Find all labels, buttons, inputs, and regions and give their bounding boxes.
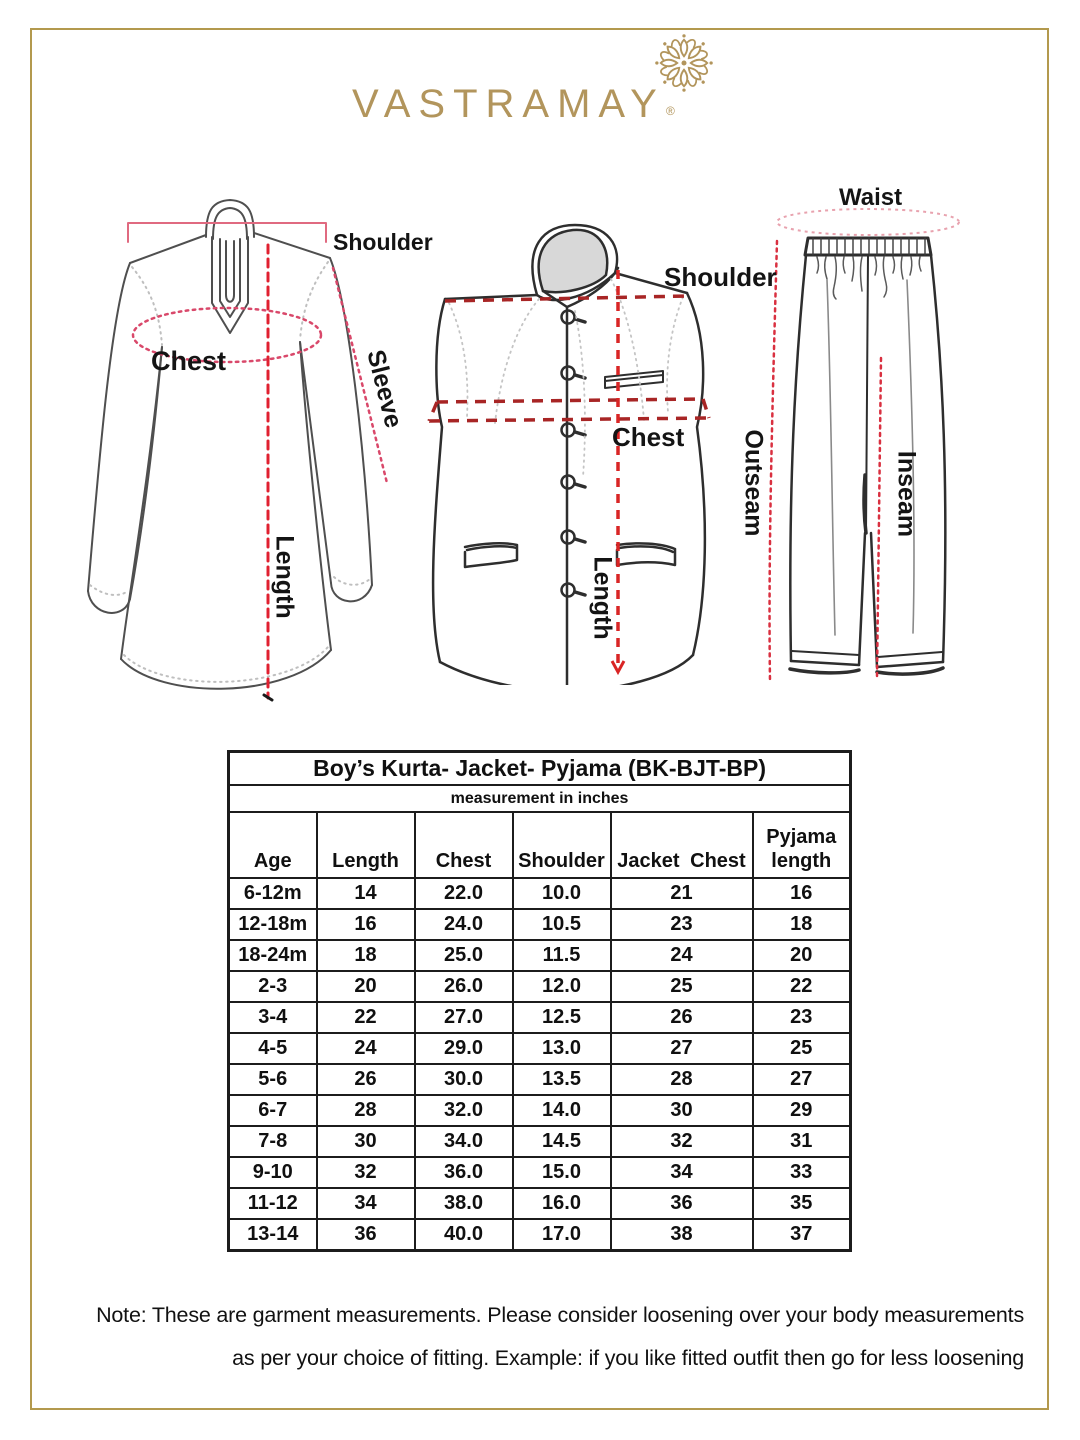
table-cell: 11-12: [229, 1188, 317, 1219]
table-cell: 32: [317, 1157, 415, 1188]
table-cell: 13.0: [513, 1033, 611, 1064]
table-cell: 5-6: [229, 1064, 317, 1095]
mandala-logo-icon: [652, 32, 716, 94]
table-cell: 6-12m: [229, 878, 317, 909]
table-cell: 35: [753, 1188, 851, 1219]
table-cell: 27: [753, 1064, 851, 1095]
table-cell: 23: [753, 1002, 851, 1033]
table-cell: 23: [611, 909, 753, 940]
table-subtitle: measurement in inches: [229, 785, 851, 812]
table-cell: 32.0: [415, 1095, 513, 1126]
kurta-sleeve-label: Sleeve: [361, 347, 408, 431]
table-cell: 22.0: [415, 878, 513, 909]
table-cell: 24: [611, 940, 753, 971]
table-cell: 29.0: [415, 1033, 513, 1064]
column-header: Jacket Chest: [611, 812, 753, 878]
table-cell: 13.5: [513, 1064, 611, 1095]
table-cell: 13-14: [229, 1219, 317, 1251]
table-cell: 20: [317, 971, 415, 1002]
table-cell: 22: [317, 1002, 415, 1033]
table-cell: 32: [611, 1126, 753, 1157]
kurta-length-label: Length: [270, 535, 299, 619]
table-row: [229, 1095, 851, 1126]
kurta-diagram: [60, 185, 430, 745]
table-cell: 36: [611, 1188, 753, 1219]
kurta-shoulder-label: Shoulder: [333, 229, 433, 255]
column-header: Pyjama length: [753, 812, 851, 878]
table-row: [229, 1188, 851, 1219]
table-cell: 28: [611, 1064, 753, 1095]
table-row: [229, 1002, 851, 1033]
column-header: Chest: [415, 812, 513, 878]
table-cell: 16.0: [513, 1188, 611, 1219]
table-cell: 25.0: [415, 940, 513, 971]
table-cell: 27.0: [415, 1002, 513, 1033]
table-cell: 18-24m: [229, 940, 317, 971]
kurta-chest-label: Chest: [151, 346, 227, 376]
table-cell: 36: [317, 1219, 415, 1251]
table-row: [229, 1219, 851, 1251]
table-cell: 34: [317, 1188, 415, 1219]
table-cell: 25: [753, 1033, 851, 1064]
table-cell: 22: [753, 971, 851, 1002]
column-header: Shoulder: [513, 812, 611, 878]
table-cell: 31: [753, 1126, 851, 1157]
pyjama-outseam-label: Outseam: [739, 429, 768, 537]
column-header: Length: [317, 812, 415, 878]
note-line-1: Note: These are garment measurements. Please consider loosening over your body measurements: [96, 1303, 1024, 1327]
table-cell: 27: [611, 1033, 753, 1064]
table-cell: 18: [753, 909, 851, 940]
table-cell: 26.0: [415, 971, 513, 1002]
registered-trademark-symbol: ®: [666, 104, 675, 118]
table-cell: 6-7: [229, 1095, 317, 1126]
table-cell: 34: [611, 1157, 753, 1188]
table-cell: 11.5: [513, 940, 611, 971]
table-cell: 14.0: [513, 1095, 611, 1126]
table-cell: 30: [611, 1095, 753, 1126]
jacket-shoulder-label: Shoulder: [664, 262, 777, 292]
table-title: Boy’s Kurta- Jacket- Pyjama (BK-BJT-BP): [229, 752, 851, 786]
table-row: [229, 878, 851, 909]
table-cell: 10.5: [513, 909, 611, 940]
size-table: [227, 750, 852, 1252]
table-cell: 40.0: [415, 1219, 513, 1251]
table-cell: 21: [611, 878, 753, 909]
column-header: Age: [229, 812, 317, 878]
table-subtitle-row: [229, 785, 851, 812]
size-table-body: [229, 878, 851, 1251]
table-row: [229, 1126, 851, 1157]
table-cell: 16: [317, 909, 415, 940]
table-cell: 24.0: [415, 909, 513, 940]
jacket-length-label: Length: [588, 556, 617, 640]
table-row: [229, 1064, 851, 1095]
table-row: [229, 971, 851, 1002]
table-cell: 12.5: [513, 1002, 611, 1033]
table-cell: 9-10: [229, 1157, 317, 1188]
pyjama-diagram: [735, 185, 1025, 715]
measurement-note: [50, 1294, 1024, 1380]
table-cell: 29: [753, 1095, 851, 1126]
note-line-2: as per your choice of fitting. Example: if you like fitted outfit then go for less loosening: [232, 1346, 1024, 1370]
table-cell: 20: [753, 940, 851, 971]
table-row: [229, 909, 851, 940]
table-cell: 28: [317, 1095, 415, 1126]
table-cell: 36.0: [415, 1157, 513, 1188]
table-title-row: [229, 752, 851, 786]
table-cell: 33: [753, 1157, 851, 1188]
table-cell: 24: [317, 1033, 415, 1064]
table-cell: 2-3: [229, 971, 317, 1002]
size-table-header-row: [229, 812, 851, 878]
table-row: [229, 1033, 851, 1064]
table-cell: 14: [317, 878, 415, 909]
table-cell: 12.0: [513, 971, 611, 1002]
table-cell: 14.5: [513, 1126, 611, 1157]
table-row: [229, 1157, 851, 1188]
table-cell: 16: [753, 878, 851, 909]
table-cell: 38.0: [415, 1188, 513, 1219]
table-cell: 3-4: [229, 1002, 317, 1033]
table-cell: 17.0: [513, 1219, 611, 1251]
jacket-chest-label: Chest: [612, 422, 685, 452]
table-cell: 25: [611, 971, 753, 1002]
pyjama-waist-label: Waist: [839, 184, 903, 211]
pyjama-inseam-label: Inseam: [892, 450, 921, 538]
table-row: [229, 940, 851, 971]
table-cell: 26: [611, 1002, 753, 1033]
table-cell: 18: [317, 940, 415, 971]
table-cell: 26: [317, 1064, 415, 1095]
brand-logo-text: VASTRAMAY: [352, 82, 665, 126]
table-cell: 30.0: [415, 1064, 513, 1095]
table-cell: 34.0: [415, 1126, 513, 1157]
table-cell: 10.0: [513, 878, 611, 909]
table-cell: 30: [317, 1126, 415, 1157]
table-cell: 12-18m: [229, 909, 317, 940]
table-cell: 4-5: [229, 1033, 317, 1064]
table-cell: 7-8: [229, 1126, 317, 1157]
table-cell: 15.0: [513, 1157, 611, 1188]
table-cell: 38: [611, 1219, 753, 1251]
table-cell: 37: [753, 1219, 851, 1251]
